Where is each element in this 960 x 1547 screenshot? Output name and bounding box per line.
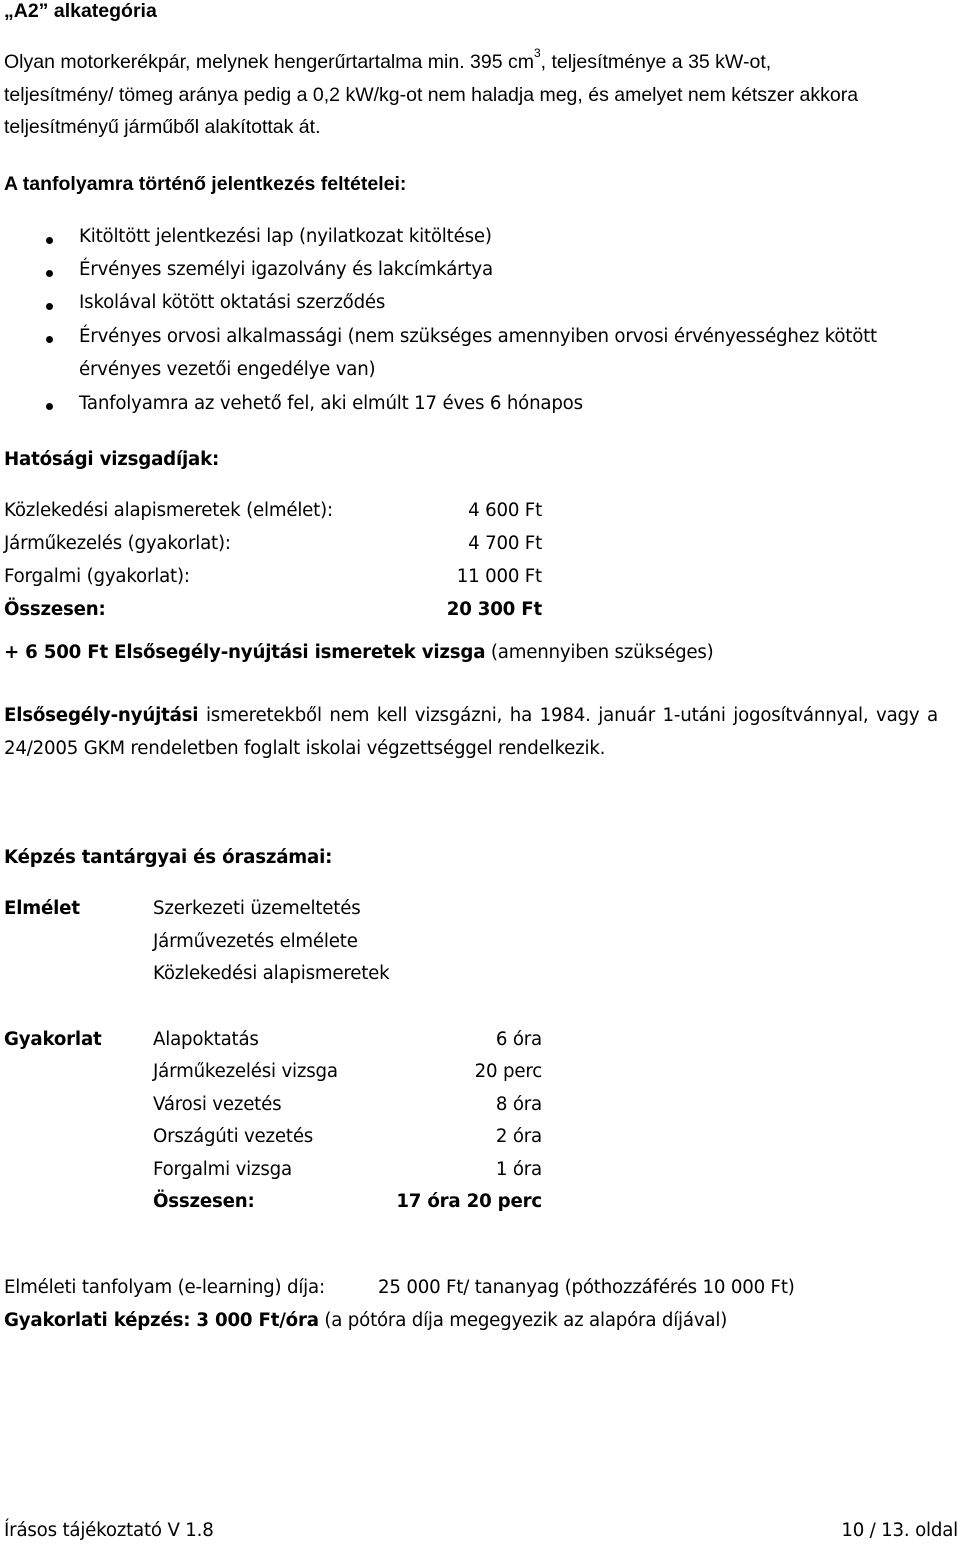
practice-item-name: Városi vezetés	[153, 1094, 282, 1115]
practice-label: Gyakorlat	[4, 1029, 102, 1050]
practice-item-duration: 6 óra	[495, 1029, 542, 1050]
superscript-3: 3	[533, 46, 541, 60]
bullet-icon	[46, 237, 53, 244]
training-heading: Képzés tantárgyai és óraszámai:	[4, 847, 333, 868]
requirement-item: Kitöltött jelentkezési lap (nyilatkozat kitöltése)	[79, 226, 492, 247]
fee-label: Közlekedési alapismeretek (elmélet):	[4, 500, 333, 521]
category-description-line-3: teljesítményű járműből alakítottak át.	[4, 116, 321, 138]
requirement-item: Érvényes orvosi alkalmassági (nem szükséges amennyiben orvosi érvényességhez kötött	[79, 326, 877, 347]
fee-label: Járműkezelés (gyakorlat):	[4, 533, 231, 554]
practice-total-label: Összesen:	[153, 1191, 255, 1212]
theory-label: Elmélet	[4, 898, 80, 919]
footer-page-number: 10 / 13. oldal	[841, 1520, 958, 1541]
fees-heading: Hatósági vizsgadíjak:	[4, 449, 220, 470]
fee-label: Forgalmi (gyakorlat):	[4, 566, 190, 587]
practice-item-name: Forgalmi vizsga	[153, 1159, 292, 1180]
footer-document-version: Írásos tájékoztató V 1.8	[4, 1520, 214, 1541]
fee-total-label: Összesen:	[4, 599, 106, 620]
requirement-item: Tanfolyamra az vehető fel, aki elmúlt 17 éves 6 hónapos	[79, 393, 583, 414]
first-aid-exemption-line-1: Elsősegély-nyújtási ismeretekből nem kell vizsgázni, ha 1984. január 1-utáni jogosítvánnyal, vagy a	[4, 705, 938, 726]
fee-value: 4 600 Ft	[468, 500, 542, 521]
theory-course-price-label: Elméleti tanfolyam (e-learning) díja:	[4, 1277, 325, 1298]
bullet-icon	[46, 270, 53, 277]
practice-item-name: Járműkezelési vizsga	[153, 1061, 338, 1082]
category-title: „A2” alkategória	[4, 0, 157, 22]
practice-item-duration: 20 perc	[474, 1061, 542, 1082]
theory-course-price-value: 25 000 Ft/ tananyag (póthozzáférés 10 000 Ft)	[378, 1277, 795, 1298]
practice-training-price: Gyakorlati képzés: 3 000 Ft/óra (a pótóra díja megegyezik az alapóra díjával)	[4, 1310, 728, 1331]
bullet-icon	[46, 336, 53, 343]
fee-value: 11 000 Ft	[456, 566, 542, 587]
practice-item-duration: 1 óra	[495, 1159, 542, 1180]
practice-item-name: Országúti vezetés	[153, 1126, 314, 1147]
practice-item-name: Alapoktatás	[153, 1029, 259, 1050]
requirement-item: Érvényes személyi igazolvány és lakcímkártya	[79, 259, 493, 280]
theory-subject: Szerkezeti üzemeltetés	[153, 898, 361, 919]
bullet-icon	[46, 303, 53, 310]
fee-total-value: 20 300 Ft	[446, 599, 542, 620]
category-description-line-2: teljesítmény/ tömeg aránya pedig a 0,2 kW/kg-ot nem haladja meg, és amelyet nem kétszer akkora	[4, 84, 859, 106]
bullet-icon	[46, 403, 53, 410]
first-aid-exemption-line-2: 24/2005 GKM rendeletben foglalt iskolai végzettséggel rendelkezik.	[4, 738, 606, 759]
first-aid-fee: + 6 500 Ft Elsősegély-nyújtási ismeretek vizsga (amennyiben szükséges)	[4, 642, 714, 663]
theory-subject: Járművezetés elmélete	[153, 931, 358, 952]
theory-subject: Közlekedési alapismeretek	[153, 963, 390, 984]
requirement-item-continuation: érvényes vezetői engedélye van)	[79, 359, 376, 380]
requirements-heading: A tanfolyamra történő jelentkezés feltételei:	[4, 173, 407, 195]
practice-item-duration: 8 óra	[495, 1094, 542, 1115]
category-description-line-1: Olyan motorkerékpár, melynek hengerűrtartalma min. 395 $cm^3$, teljesítménye a 35 kW-ot,	[4, 46, 772, 73]
practice-total-duration: 17 óra 20 perc	[396, 1191, 542, 1212]
fee-value: 4 700 Ft	[468, 533, 542, 554]
practice-item-duration: 2 óra	[495, 1126, 542, 1147]
requirement-item: Iskolával kötött oktatási szerződés	[79, 292, 386, 313]
